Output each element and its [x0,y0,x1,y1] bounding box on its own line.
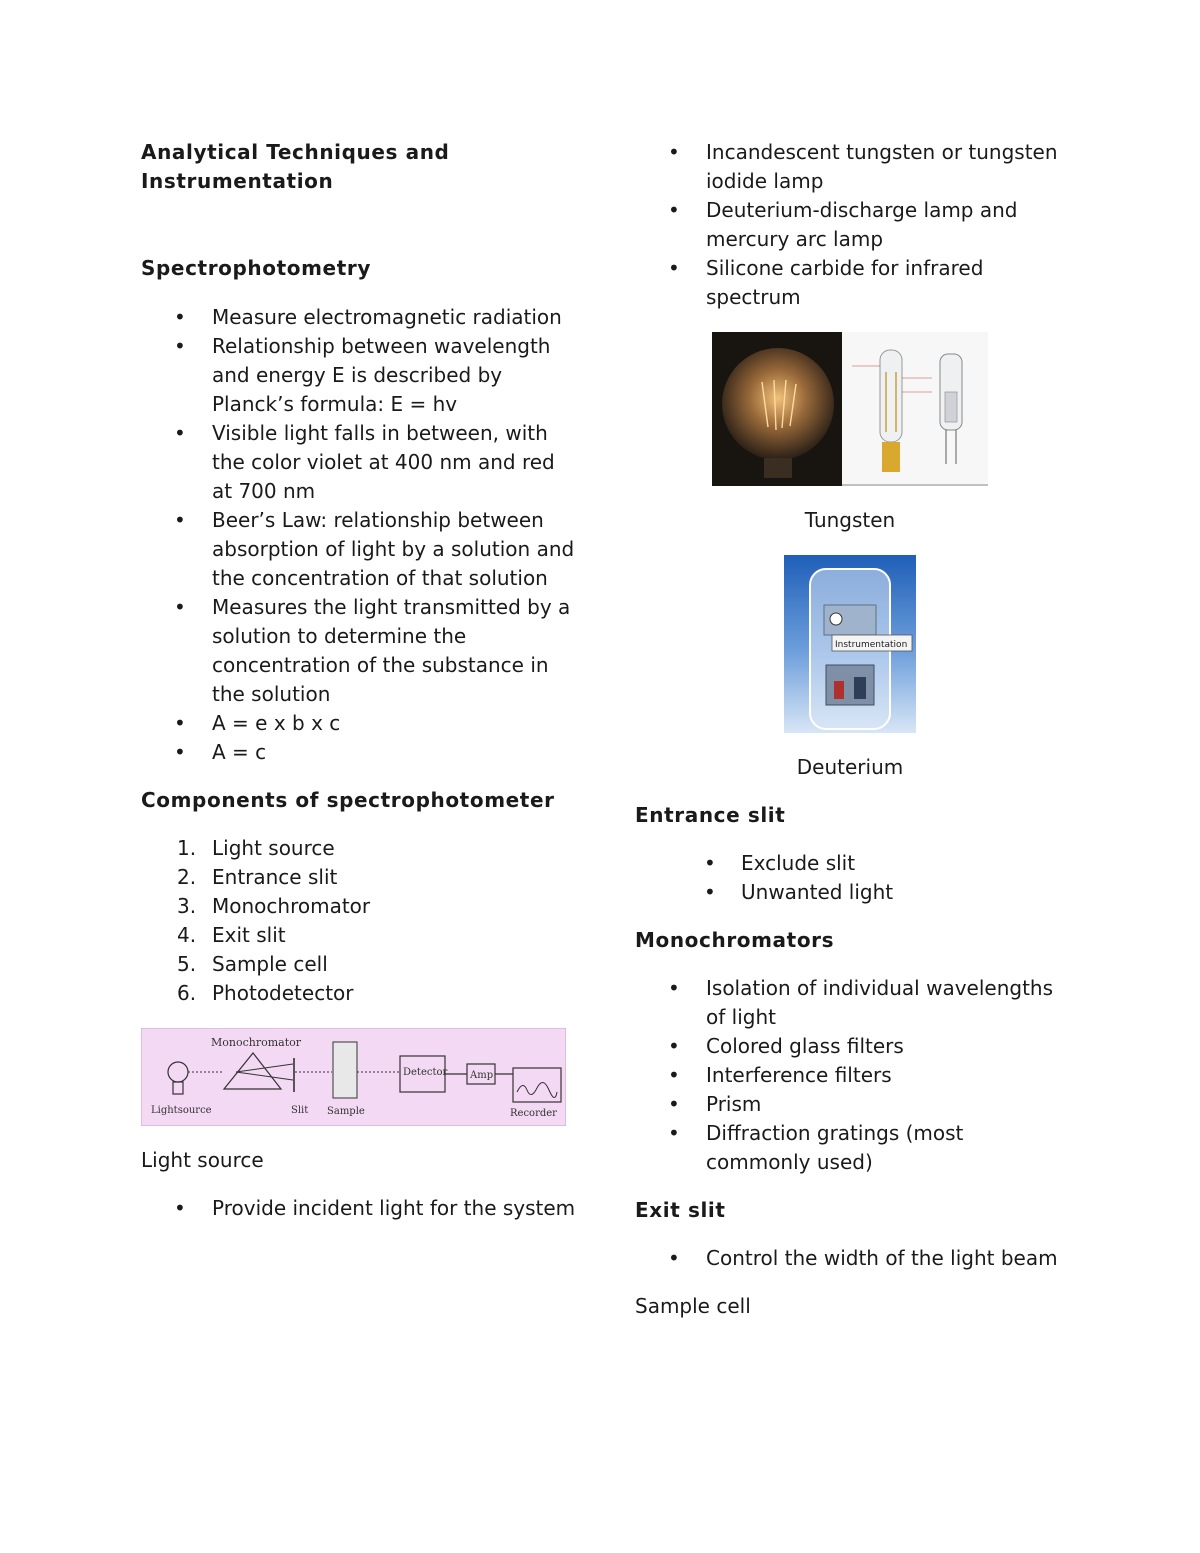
light-source-heading: Light source [141,1148,264,1172]
list-item: • A = e x b x c [141,709,576,738]
diagram-label-monochromator: Monochromator [211,1036,302,1049]
list-item: • Visible light falls in between, with the color violet at 400 nm and red at 700 nm [141,419,576,506]
list-item: • Relationship between wavelength and energy E is described by Planck’s formula: E = hv [141,332,576,419]
spectrophotometry-list [141,303,576,767]
list-item: • Incandescent tungsten or tungsten iodide lamp [635,138,1065,196]
exit-slit-heading: Exit slit [635,1198,726,1222]
components-heading: Components of spectrophotometer [141,788,555,812]
list-item: 5. Sample cell [177,952,328,976]
deuterium-image-label: Instrumentation [835,640,908,650]
monochromators-list [635,974,1065,1177]
list-item: • Deuterium-discharge lamp and mercury arc lamp [635,196,1065,254]
list-item: • Measure electromagnetic radiation [141,303,576,332]
list-item: • Diffraction gratings (most commonly used) [635,1119,1065,1177]
list-item: 1. Light source [177,836,335,860]
list-item: • Prism [635,1090,1065,1119]
right-column [635,138,1065,1321]
list-item: • Unwanted light [635,878,1065,907]
list-item: 6. Photodetector [177,981,354,1005]
spectrophotometry-heading: Spectrophotometry [141,256,371,280]
components-list [141,834,576,1008]
monochromators-heading: Monochromators [635,928,835,952]
list-item: • Exclude slit [635,849,1065,878]
list-item: • Provide incident light for the system [141,1194,576,1223]
list-item: • Isolation of individual wavelengths of light [635,974,1065,1032]
deuterium-lamp-image [784,555,916,733]
diagram-label-lightsource: Lightsource [151,1105,212,1116]
list-item: • Beer’s Law: relationship between absorption of light by a solution and the concentration of that solution [141,506,576,593]
list-item: • Control the width of the light beam [635,1244,1065,1273]
list-item: • Silicone carbide for infrared spectrum [635,254,1065,312]
tungsten-caption: Tungsten [804,508,896,532]
exit-slit-list [635,1244,1065,1273]
entrance-slit-heading: Entrance slit [635,803,786,827]
list-item: 4. Exit slit [177,923,286,947]
list-item: • A = c [141,738,576,767]
list-item: • Measures the light transmitted by a solution to determine the concentration of the substance in the solution [141,593,576,709]
list-item: • Interference filters [635,1061,1065,1090]
sample-cell-heading: Sample cell [635,1294,751,1318]
diagram-label-slit: Slit [291,1105,309,1116]
spectrophotometer-diagram [141,1028,566,1126]
diagram-label-amp: Amp [470,1070,494,1081]
lamp-list [635,138,1065,312]
diagram-label-recorder: Recorder [510,1108,557,1119]
list-item: • Colored glass filters [635,1032,1065,1061]
left-column [141,138,576,1223]
tungsten-lamp-image [712,332,988,486]
diagram-label-sample: Sample [327,1106,365,1117]
list-item: 2. Entrance slit [177,865,338,889]
list-item: 3. Monochromator [177,894,371,918]
entrance-slit-list [635,849,1065,907]
deuterium-caption: Deuterium [796,755,904,779]
light-source-list [141,1194,576,1223]
diagram-label-detector: Detector [403,1067,448,1078]
document-title: Analytical Techniques and Instrumentation [141,140,450,193]
